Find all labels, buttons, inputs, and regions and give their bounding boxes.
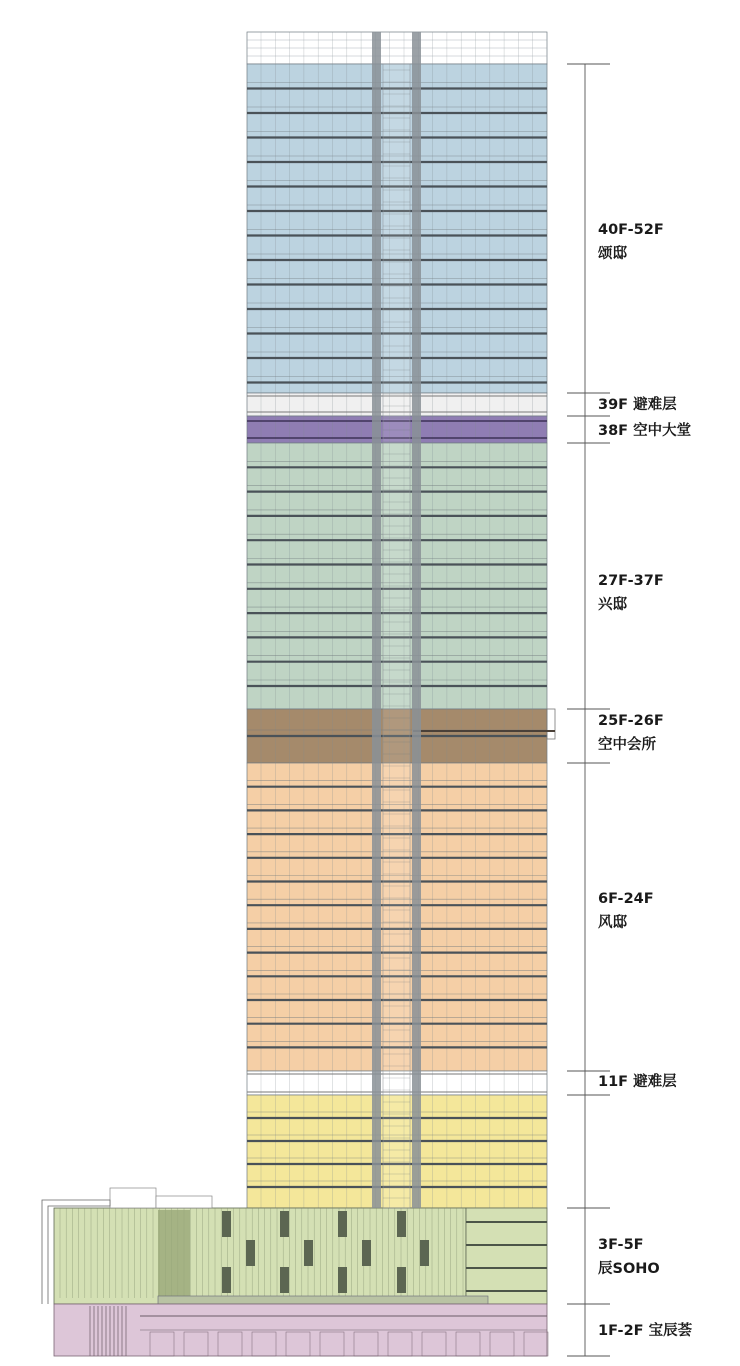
label-feng bbox=[598, 887, 654, 935]
rooftop-box bbox=[110, 1188, 156, 1208]
label-club-floors: 25F-26F bbox=[598, 713, 664, 729]
soho-window bbox=[397, 1211, 406, 1237]
label-refuge39 bbox=[598, 393, 677, 417]
label-lobby38 bbox=[598, 419, 691, 443]
soho-window bbox=[338, 1267, 347, 1293]
label-lobby38-text bbox=[598, 419, 691, 443]
label-xing-floors: 27F-37F bbox=[598, 573, 664, 589]
label-refuge11-name: 避难层 bbox=[633, 1074, 677, 1090]
label-refuge39-floors: 39F bbox=[598, 397, 629, 413]
core-shaft bbox=[383, 64, 410, 1208]
label-xing bbox=[598, 569, 664, 617]
label-song-name: 颂邸 bbox=[598, 246, 627, 262]
label-song bbox=[598, 218, 664, 266]
label-podium bbox=[598, 1319, 692, 1343]
label-refuge11-text bbox=[598, 1070, 677, 1094]
club-balcony bbox=[547, 709, 555, 739]
label-club bbox=[598, 709, 664, 757]
soho-window bbox=[304, 1240, 313, 1266]
soho-window bbox=[420, 1240, 429, 1266]
rooftop-box bbox=[156, 1196, 212, 1208]
soho-window bbox=[280, 1211, 289, 1237]
label-feng-floors: 6F-24F bbox=[598, 891, 654, 907]
soho-window bbox=[246, 1240, 255, 1266]
podium-canopy bbox=[158, 1296, 488, 1304]
label-xing-name: 兴邸 bbox=[598, 597, 627, 613]
core-column-left bbox=[372, 32, 381, 1208]
soho-window bbox=[397, 1267, 406, 1293]
label-podium-name: 宝辰荟 bbox=[648, 1323, 693, 1339]
label-soho bbox=[598, 1233, 660, 1281]
label-refuge39-name: 避难层 bbox=[633, 397, 677, 413]
soho-window bbox=[222, 1211, 231, 1237]
label-club-name: 空中会所 bbox=[598, 737, 656, 753]
label-feng-name: 风邸 bbox=[598, 915, 627, 931]
soho-window bbox=[338, 1211, 347, 1237]
label-podium-text bbox=[598, 1319, 692, 1343]
soho-window bbox=[222, 1267, 231, 1293]
label-refuge39-text bbox=[598, 393, 677, 417]
soho-window bbox=[280, 1267, 289, 1293]
label-lobby38-name: 空中大堂 bbox=[633, 423, 692, 439]
soho-core bbox=[158, 1210, 190, 1298]
label-lobby38-floors: 38F bbox=[598, 423, 629, 439]
label-refuge11 bbox=[598, 1070, 677, 1094]
core-column-right bbox=[412, 32, 421, 1208]
label-soho-name: 辰SOHO bbox=[598, 1261, 660, 1277]
label-podium-floors: 1F-2F bbox=[598, 1323, 644, 1339]
soho-window bbox=[362, 1240, 371, 1266]
label-song-floors: 40F-52F bbox=[598, 222, 664, 238]
label-refuge11-floors: 11F bbox=[598, 1074, 629, 1090]
label-soho-floors: 3F-5F bbox=[598, 1237, 644, 1253]
